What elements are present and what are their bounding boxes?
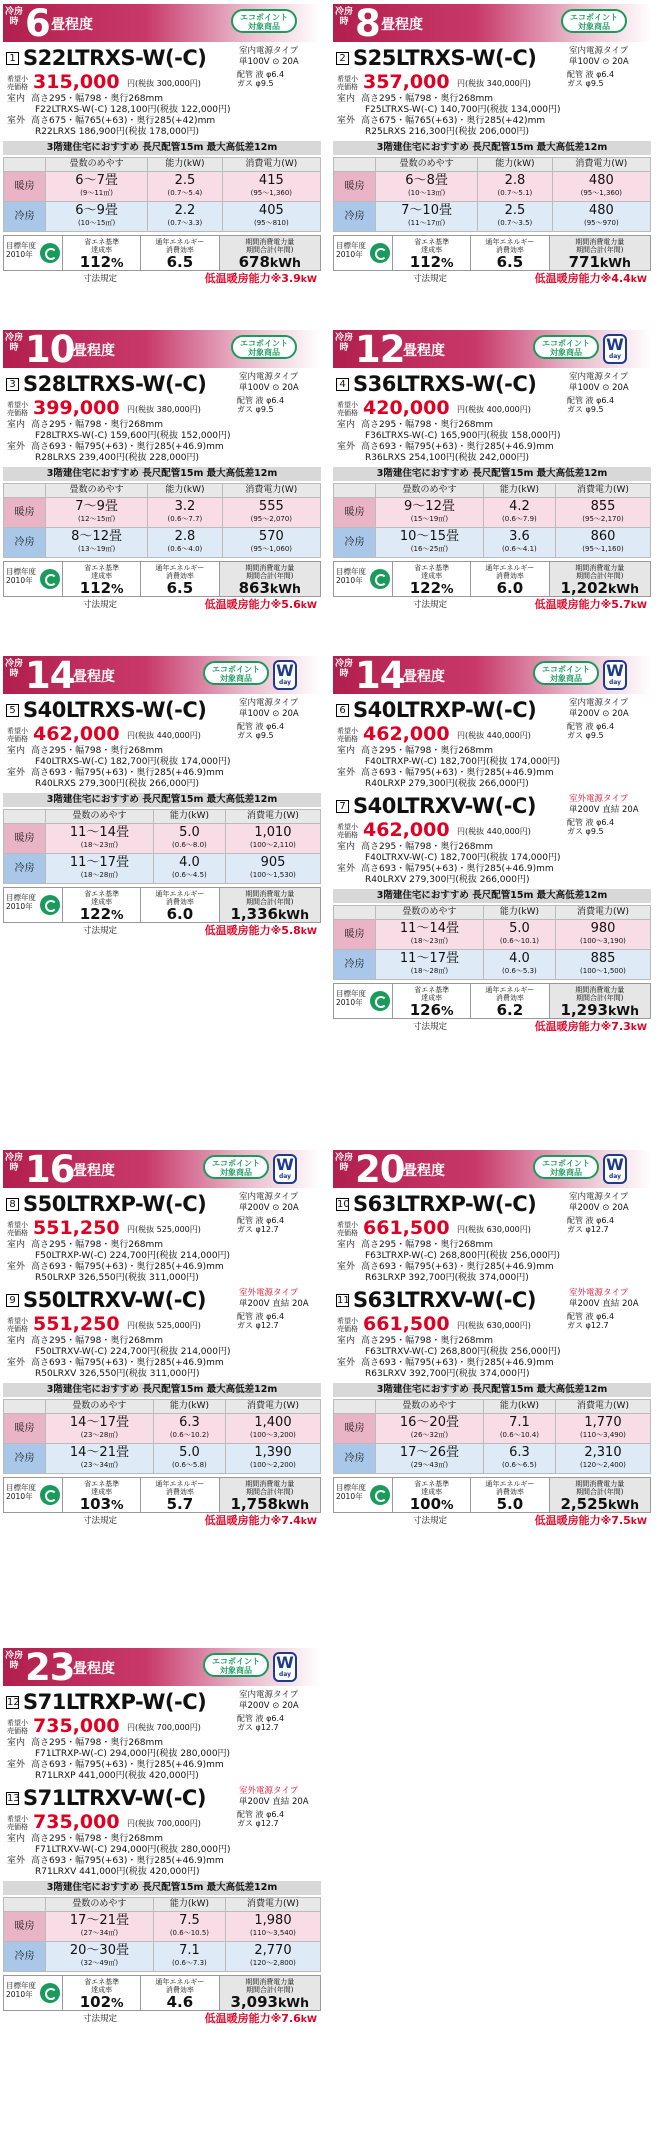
ecopoint-badge: エコポイント 対象商品 [561, 9, 627, 33]
size-rule: 寸法規定 [83, 600, 118, 610]
energy-box: 目標年度 2010年 省エネ基準 達成率 103% 通年エネルギー 消費効率 5.7 期間消費電力量 期間合計(年間) 1,758kWh [3, 1477, 321, 1513]
model-block: 2 S25LTRXS-W(-C) 室内電源タイプ 単100V ⊙ 20A 希望小売価格 357,000 円(税抜 340,000円) 配管 液 φ6.4 ガス φ9.5 室内 高さ295・幅798・奥行268mm F25LTRXS-W(-C) 140,700円(税抜 134,000円) 室外 高さ675・幅765(+63)・奥行285(+42)mm R25LRXS 216,300円(税抜 206,000円) [333, 44, 651, 138]
ecopoint-badge: エコポイント 対象商品 [533, 661, 599, 685]
banner-tag: 冷房時 [335, 333, 354, 353]
outdoor-spec: 室外 高さ693・幅795(+63)・奥行285(+46.9)mm R50LRXV 326,550円(税抜 311,000円) [7, 1358, 224, 1379]
outdoor-spec: 室外 高さ693・幅795(+63)・奥行285(+46.9)mm R71LRXV 441,000円(税抜 420,000円) [7, 1856, 224, 1877]
model-block: 11 S63LTRXV-W(-C) 室外電源タイプ 単200V 直結 20A 希望小売価格 661,500 円(税抜 630,000円) 配管 液 φ6.4 ガス φ12.7 室内 高さ295・幅798・奥行268mm F63LTRXV-W(-C) 268,800円(税抜 256,000円) 室外 高さ693・幅795(+63)・奥行285(+46.9)mm R63LRXV 392,700円(税抜 374,000円) [333, 1286, 651, 1380]
model-name: S40LTRXP-W(-C) [353, 698, 537, 722]
price-value: 661,500 [363, 1313, 450, 1335]
indoor-spec: 室内 高さ295・幅798・奥行268mm F71LTRXP-W(-C) 294,000円(税抜 280,000円) [7, 1738, 231, 1759]
pipe-spec: 配管 液 φ6.4 ガス φ12.7 [237, 1216, 285, 1234]
size-rule: 寸法規定 [83, 2014, 118, 2024]
size-banner [3, 1150, 321, 1188]
energy-box: 目標年度 2010年 省エネ基準 達成率 112% 通年エネルギー 消費効率 6.5 期間消費電力量 期間合計(年間) 771kWh [333, 235, 651, 271]
size-banner [3, 656, 321, 694]
energy-box: 目標年度 2010年 省エネ基準 達成率 122% 通年エネルギー 消費効率 6.0 期間消費電力量 期間合計(年間) 1,202kWh [333, 561, 651, 597]
energy-saving-icon [370, 991, 390, 1011]
outdoor-spec: 室外 高さ693・幅795(+63)・奥行285(+46.9)mm R50LRXP 326,550円(税抜 311,000円) [7, 1262, 224, 1283]
low-temp-capacity: 低温暖房能力※7.6kW [204, 2012, 317, 2025]
size-banner [333, 1150, 651, 1188]
low-temp-capacity: 低温暖房能力※7.4kW [204, 1514, 317, 1527]
size-banner [3, 330, 321, 368]
indoor-spec: 室内 高さ295・幅798・奥行268mm F71LTRXV-W(-C) 294,000円(税抜 280,000円) [7, 1834, 231, 1855]
pipe-spec: 配管 液 φ6.4 ガス φ12.7 [567, 1216, 615, 1234]
performance-table: 畳数のめやす 能力(kW) 消費電力(W) 暖房 9〜12畳 (15〜19㎡) 4.2 (0.6〜7.9) 855 (95〜2,170) 冷房 10〜15畳 (16〜25㎡) 3.6 (0.6〜4.1) 860 (95〜1,160) [333, 483, 651, 558]
tatami-unit: 畳程度 [73, 343, 115, 359]
product-section [333, 330, 651, 613]
size-banner [333, 4, 651, 42]
energy-saving-icon [40, 243, 60, 263]
product-section [3, 1150, 321, 1529]
power-type: 室内電源タイプ 単100V ⊙ 20A [239, 698, 299, 719]
energy-box: 目標年度 2010年 省エネ基準 達成率 126% 通年エネルギー 消費効率 6.2 期間消費電力量 期間合計(年間) 1,293kWh [333, 983, 651, 1019]
tatami-unit: 畳程度 [403, 669, 445, 685]
tatami-unit: 畳程度 [381, 17, 423, 33]
ecopoint-badge: エコポイント 対象商品 [231, 9, 297, 33]
performance-table: 畳数のめやす 能力(kW) 消費電力(W) 暖房 17〜21畳 (27〜34㎡) 7.5 (0.6〜10.5) 1,980 (110〜3,540) 冷房 20〜30畳 (32〜49㎡) 7.1 (0.6〜7.3) 2,770 (120〜2,800) [3, 1897, 321, 1972]
model-block: 5 S40LTRXS-W(-C) 室内電源タイプ 単100V ⊙ 20A 希望小売価格 462,000 円(税抜 440,000円) 配管 液 φ6.4 ガス φ9.5 室内 高さ295・幅798・奥行268mm F40LTRXS-W(-C) 182,700円(税抜 174,000円) 室外 高さ693・幅795(+63)・奥行285(+46.9)mm R40LRXS 279,300円(税抜 266,000円) [3, 696, 321, 790]
size-rule: 寸法規定 [83, 274, 118, 284]
indoor-spec: 室内 高さ295・幅798・奥行268mm F40LTRXV-W(-C) 182,700円(税抜 174,000円) [337, 842, 561, 863]
pipeline-note: 3階建住宅におすすめ 長尺配管15m 最大高低差12m [333, 889, 651, 903]
model-block: 6 S40LTRXP-W(-C) 室内電源タイプ 単200V ⊙ 20A 希望小売価格 462,000 円(税抜 440,000円) 配管 液 φ6.4 ガス φ9.5 室内 高さ295・幅798・奥行268mm F40LTRXP-W(-C) 182,700円(税抜 174,000円) 室外 高さ693・幅795(+63)・奥行285(+46.9)mm R40LRXP 279,300円(税抜 266,000円) [333, 696, 651, 790]
price-value: 399,000 [33, 397, 120, 419]
product-section [333, 4, 651, 287]
model-index: 2 [336, 52, 349, 65]
outdoor-spec: 室外 高さ693・幅795(+63)・奥行285(+46.9)mm R40LRXP 279,300円(税抜 266,000円) [337, 768, 554, 789]
cooling-row: 冷房 11〜17畳 (18〜28㎡) 4.0 (0.6〜4.5) 905 (100〜1,530) [4, 854, 321, 884]
indoor-spec: 室内 高さ295・幅798・奥行268mm F40LTRXS-W(-C) 182,700円(税抜 174,000円) [7, 746, 231, 767]
outdoor-spec: 室外 高さ693・幅795(+63)・奥行285(+46.9)mm R36LRXS 254,100円(税抜 242,000円) [337, 442, 554, 463]
price-value: 551,250 [33, 1217, 120, 1239]
tatami-unit: 畳程度 [73, 1661, 115, 1677]
model-block: 8 S50LTRXP-W(-C) 室内電源タイプ 単200V ⊙ 20A 希望小売価格 551,250 円(税抜 525,000円) 配管 液 φ6.4 ガス φ12.7 室内 高さ295・幅798・奥行268mm F50LTRXP-W(-C) 224,700円(税抜 214,000円) 室外 高さ693・幅795(+63)・奥行285(+46.9)mm R50LRXP 326,550円(税抜 311,000円) [3, 1190, 321, 1284]
power-type: 室外電源タイプ 単200V 直結 20A [239, 1288, 309, 1309]
power-type: 室外電源タイプ 単200V 直結 20A [569, 794, 639, 815]
outdoor-spec: 室外 高さ675・幅765(+63)・奥行285(+42)mm R25LRXS 216,300円(税抜 206,000円) [337, 116, 546, 137]
model-name: S22LTRXS-W(-C) [23, 46, 207, 70]
pipeline-note: 3階建住宅におすすめ 長尺配管15m 最大高低差12m [3, 793, 321, 807]
low-temp-capacity: 低温暖房能力※5.8kW [204, 924, 317, 937]
model-index: 12 [7, 1697, 20, 1708]
indoor-spec: 室内 高さ295・幅798・奥行268mm F28LTRXS-W(-C) 159,600円(税抜 152,000円) [7, 420, 231, 441]
ecopoint-badge: エコポイント 対象商品 [533, 335, 599, 359]
pipeline-note: 3階建住宅におすすめ 長尺配管15m 最大高低差12m [3, 1383, 321, 1397]
pipe-spec: 配管 液 φ6.4 ガス φ9.5 [567, 396, 615, 414]
model-name: S50LTRXV-W(-C) [23, 1288, 206, 1312]
size-banner [333, 330, 651, 368]
indoor-spec: 室内 高さ295・幅798・奥行268mm F36LTRXS-W(-C) 165,900円(税抜 158,000円) [337, 420, 561, 441]
outdoor-spec: 室外 高さ693・幅795(+63)・奥行285(+46.9)mm R63LRXP 392,700円(税抜 374,000円) [337, 1262, 554, 1283]
outdoor-spec: 室外 高さ693・幅795(+63)・奥行285(+46.9)mm R40LRXV 279,300円(税抜 266,000円) [337, 864, 554, 885]
power-type: 室内電源タイプ 単100V ⊙ 20A [239, 372, 299, 393]
low-temp-capacity: 低温暖房能力※7.5kW [534, 1514, 647, 1527]
outdoor-spec: 室外 高さ693・幅795(+63)・奥行285(+46.9)mm R40LRXS 279,300円(税抜 266,000円) [7, 768, 224, 789]
low-temp-capacity: 低温暖房能力※4.4kW [534, 272, 647, 285]
model-index: 10 [337, 1199, 350, 1210]
tatami-unit: 畳程度 [73, 669, 115, 685]
pipeline-note: 3階建住宅におすすめ 長尺配管15m 最大高低差12m [333, 141, 651, 155]
tatami-size: 12 [355, 330, 405, 368]
power-type: 室外電源タイプ 単200V 直結 20A [569, 1288, 639, 1309]
wday-icon: W day [273, 1154, 297, 1184]
low-temp-capacity: 低温暖房能力※7.3kW [534, 1020, 647, 1033]
tatami-size: 20 [355, 1150, 405, 1188]
pipe-spec: 配管 液 φ6.4 ガス φ9.5 [237, 396, 285, 414]
size-rule: 寸法規定 [413, 600, 448, 610]
model-name: S28LTRXS-W(-C) [23, 372, 207, 396]
pipeline-note: 3階建住宅におすすめ 長尺配管15m 最大高低差12m [333, 467, 651, 481]
wday-icon: W day [603, 1154, 627, 1184]
performance-table: 畳数のめやす 能力(kW) 消費電力(W) 暖房 14〜17畳 (23〜28㎡) 6.3 (0.6〜10.2) 1,400 (100〜3,200) 冷房 14〜21畳 (23〜34㎡) 5.0 (0.6〜5.8) 1,390 (100〜2,200) [3, 1399, 321, 1474]
model-index: 9 [6, 1294, 19, 1307]
indoor-spec: 室内 高さ295・幅798・奥行268mm F25LTRXS-W(-C) 140,700円(税抜 134,000円) [337, 94, 561, 115]
tatami-size: 14 [355, 656, 405, 694]
pipe-spec: 配管 液 φ6.4 ガス φ9.5 [567, 70, 615, 88]
ecopoint-badge: エコポイント 対象商品 [533, 1155, 599, 1179]
banner-tag: 冷房時 [335, 7, 354, 27]
banner-tag: 冷房時 [335, 1153, 354, 1173]
pipeline-note: 3階建住宅におすすめ 長尺配管15m 最大高低差12m [3, 467, 321, 481]
model-index: 7 [336, 800, 349, 813]
cooling-row: 冷房 14〜21畳 (23〜34㎡) 5.0 (0.6〜5.8) 1,390 (100〜2,200) [4, 1444, 321, 1474]
indoor-spec: 室内 高さ295・幅798・奥行268mm F40LTRXP-W(-C) 182,700円(税抜 174,000円) [337, 746, 561, 767]
energy-box: 目標年度 2010年 省エネ基準 達成率 100% 通年エネルギー 消費効率 5.0 期間消費電力量 期間合計(年間) 2,525kWh [333, 1477, 651, 1513]
indoor-spec: 室内 高さ295・幅798・奥行268mm F63LTRXV-W(-C) 268,800円(税抜 256,000円) [337, 1336, 561, 1357]
pipeline-note: 3階建住宅におすすめ 長尺配管15m 最大高低差12m [3, 1881, 321, 1895]
model-block: 9 S50LTRXV-W(-C) 室外電源タイプ 単200V 直結 20A 希望小売価格 551,250 円(税抜 525,000円) 配管 液 φ6.4 ガス φ12.7 室内 高さ295・幅798・奥行268mm F50LTRXV-W(-C) 224,700円(税抜 214,000円) 室外 高さ693・幅795(+63)・奥行285(+46.9)mm R50LRXV 326,550円(税抜 311,000円) [3, 1286, 321, 1380]
energy-saving-icon [370, 569, 390, 589]
banner-tag: 冷房時 [5, 1153, 24, 1173]
model-block: 10 S63LTRXP-W(-C) 室内電源タイプ 単200V ⊙ 20A 希望小売価格 661,500 円(税抜 630,000円) 配管 液 φ6.4 ガス φ12.7 室内 高さ295・幅798・奥行268mm F63LTRXP-W(-C) 268,800円(税抜 256,000円) 室外 高さ693・幅795(+63)・奥行285(+46.9)mm R63LRXP 392,700円(税抜 374,000円) [333, 1190, 651, 1284]
cooling-row: 冷房 11〜17畳 (18〜28㎡) 4.0 (0.6〜5.3) 885 (100〜1,500) [334, 950, 651, 980]
price-value: 420,000 [363, 397, 450, 419]
energy-box: 目標年度 2010年 省エネ基準 達成率 112% 通年エネルギー 消費効率 6.5 期間消費電力量 期間合計(年間) 863kWh [3, 561, 321, 597]
tatami-size: 23 [25, 1648, 75, 1686]
tatami-size: 10 [25, 330, 75, 368]
pipe-spec: 配管 液 φ6.4 ガス φ12.7 [237, 1714, 285, 1732]
outdoor-spec: 室外 高さ675・幅765(+63)・奥行285(+42)mm R22LRXS 186,900円(税抜 178,000円) [7, 116, 216, 137]
ecopoint-badge: エコポイント 対象商品 [203, 661, 269, 685]
model-name: S71LTRXP-W(-C) [23, 1690, 207, 1714]
pipe-spec: 配管 液 φ6.4 ガス φ12.7 [237, 1810, 285, 1828]
product-section [3, 1648, 321, 2027]
model-index: 11 [337, 1295, 350, 1306]
price-value: 735,000 [33, 1811, 120, 1833]
energy-saving-icon [370, 1485, 390, 1505]
performance-table: 畳数のめやす 能力(kW) 消費電力(W) 暖房 6〜8畳 (10〜13㎡) 2.8 (0.7〜5.1) 480 (95〜1,360) 冷房 7〜10畳 (11〜17㎡) 2.5 (0.7〜3.5) 480 (95〜970) [333, 157, 651, 232]
banner-tag: 冷房時 [5, 659, 24, 679]
tatami-size: 6 [25, 4, 50, 42]
banner-tag: 冷房時 [335, 659, 354, 679]
ecopoint-badge: エコポイント 対象商品 [203, 1653, 269, 1677]
model-name: S71LTRXV-W(-C) [23, 1786, 206, 1810]
pipe-spec: 配管 液 φ6.4 ガス φ9.5 [567, 722, 615, 740]
low-temp-capacity: 低温暖房能力※5.7kW [534, 598, 647, 611]
performance-table: 畳数のめやす 能力(kW) 消費電力(W) 暖房 11〜14畳 (18〜23㎡) 5.0 (0.6〜10.1) 980 (100〜3,190) 冷房 11〜17畳 (18〜28㎡) 4.0 (0.6〜5.3) 885 (100〜1,500) [333, 905, 651, 980]
product-section [3, 330, 321, 613]
tatami-size: 16 [25, 1150, 75, 1188]
wday-icon: W day [603, 660, 627, 690]
power-type: 室外電源タイプ 単200V 直結 20A [239, 1786, 309, 1807]
banner-tag: 冷房時 [5, 1651, 24, 1671]
ecopoint-badge: エコポイント 対象商品 [231, 335, 297, 359]
heating-row: 暖房 9〜12畳 (15〜19㎡) 4.2 (0.6〜7.9) 855 (95〜2,170) [334, 498, 651, 528]
power-type: 室内電源タイプ 単100V ⊙ 20A [569, 372, 629, 393]
outdoor-spec: 室外 高さ693・幅795(+63)・奥行285(+46.9)mm R63LRXV 392,700円(税抜 374,000円) [337, 1358, 554, 1379]
model-block: 1 S22LTRXS-W(-C) 室内電源タイプ 単100V ⊙ 20A 希望小売価格 315,000 円(税抜 300,000円) 配管 液 φ6.4 ガス φ9.5 室内 高さ295・幅798・奥行268mm F22LTRXS-W(-C) 128,100円(税抜 122,000円) 室外 高さ675・幅765(+63)・奥行285(+42)mm R22LRXS 186,900円(税抜 178,000円) [3, 44, 321, 138]
energy-saving-icon [40, 1485, 60, 1505]
energy-saving-icon [370, 243, 390, 263]
pipe-spec: 配管 液 φ6.4 ガス φ9.5 [567, 818, 615, 836]
product-section [333, 1150, 651, 1529]
indoor-spec: 室内 高さ295・幅798・奥行268mm F22LTRXS-W(-C) 128,100円(税抜 122,000円) [7, 94, 231, 115]
outdoor-spec: 室外 高さ693・幅795(+63)・奥行285(+46.9)mm R28LRXS 239,400円(税抜 228,000円) [7, 442, 224, 463]
cooling-row: 冷房 17〜26畳 (29〜43㎡) 6.3 (0.6〜6.5) 2,310 (120〜2,400) [334, 1444, 651, 1474]
pipe-spec: 配管 液 φ6.4 ガス φ12.7 [237, 1312, 285, 1330]
price-value: 462,000 [33, 723, 120, 745]
model-block: 13 S71LTRXV-W(-C) 室外電源タイプ 単200V 直結 20A 希望小売価格 735,000 円(税抜 700,000円) 配管 液 φ6.4 ガス φ12.7 室内 高さ295・幅798・奥行268mm F71LTRXV-W(-C) 294,000円(税抜 280,000円) 室外 高さ693・幅795(+63)・奥行285(+46.9)mm R71LRXV 441,000円(税抜 420,000円) [3, 1784, 321, 1878]
low-temp-capacity: 低温暖房能力※5.6kW [204, 598, 317, 611]
heating-row: 暖房 11〜14畳 (18〜23㎡) 5.0 (0.6〜10.1) 980 (100〜3,190) [334, 920, 651, 950]
power-type: 室内電源タイプ 単200V ⊙ 20A [239, 1690, 299, 1711]
pipe-spec: 配管 液 φ6.4 ガス φ12.7 [567, 1312, 615, 1330]
power-type: 室内電源タイプ 単200V ⊙ 20A [239, 1192, 299, 1213]
pipeline-note: 3階建住宅におすすめ 長尺配管15m 最大高低差12m [3, 141, 321, 155]
energy-box: 目標年度 2010年 省エネ基準 達成率 122% 通年エネルギー 消費効率 6.0 期間消費電力量 期間合計(年間) 1,336kWh [3, 887, 321, 923]
energy-box: 目標年度 2010年 省エネ基準 達成率 112% 通年エネルギー 消費効率 6.5 期間消費電力量 期間合計(年間) 678kWh [3, 235, 321, 271]
price-value: 661,500 [363, 1217, 450, 1239]
wday-icon: W day [273, 1652, 297, 1682]
model-block: 4 S36LTRXS-W(-C) 室内電源タイプ 単100V ⊙ 20A 希望小売価格 420,000 円(税抜 400,000円) 配管 液 φ6.4 ガス φ9.5 室内 高さ295・幅798・奥行268mm F36LTRXS-W(-C) 165,900円(税抜 158,000円) 室外 高さ693・幅795(+63)・奥行285(+46.9)mm R36LRXS 254,100円(税抜 242,000円) [333, 370, 651, 464]
model-name: S50LTRXP-W(-C) [23, 1192, 207, 1216]
heating-row: 暖房 16〜20畳 (26〜32㎡) 7.1 (0.6〜10.4) 1,770 (110〜3,490) [334, 1414, 651, 1444]
heating-row: 暖房 6〜7畳 (9〜11㎡) 2.5 (0.7〜5.4) 415 (95〜1,360) [4, 172, 321, 202]
power-type: 室内電源タイプ 単200V ⊙ 20A [569, 1192, 629, 1213]
energy-box: 目標年度 2010年 省エネ基準 達成率 102% 通年エネルギー 消費効率 4.6 期間消費電力量 期間合計(年間) 3,093kWh [3, 1975, 321, 2011]
heating-row: 暖房 14〜17畳 (23〜28㎡) 6.3 (0.6〜10.2) 1,400 (100〜3,200) [4, 1414, 321, 1444]
tatami-unit: 畳程度 [73, 1163, 115, 1179]
power-type: 室内電源タイプ 単200V ⊙ 20A [569, 698, 629, 719]
cooling-row: 冷房 10〜15畳 (16〜25㎡) 3.6 (0.6〜4.1) 860 (95〜1,160) [334, 528, 651, 558]
size-banner [3, 1648, 321, 1686]
model-name: S63LTRXP-W(-C) [353, 1192, 537, 1216]
price-value: 315,000 [33, 71, 120, 93]
price-value: 551,250 [33, 1313, 120, 1335]
model-name: S40LTRXS-W(-C) [23, 698, 207, 722]
performance-table: 畳数のめやす 能力(kW) 消費電力(W) 暖房 11〜14畳 (18〜23㎡) 5.0 (0.6〜8.0) 1,010 (100〜2,110) 冷房 11〜17畳 (18〜28㎡) 4.0 (0.6〜4.5) 905 (100〜1,530) [3, 809, 321, 884]
energy-saving-icon [40, 1983, 60, 2003]
energy-saving-icon [40, 569, 60, 589]
ecopoint-badge: エコポイント 対象商品 [203, 1155, 269, 1179]
power-type: 室内電源タイプ 単100V ⊙ 20A [569, 46, 629, 67]
cooling-row: 冷房 6〜9畳 (10〜15㎡) 2.2 (0.7〜3.3) 405 (95〜810) [4, 202, 321, 232]
size-rule: 寸法規定 [413, 1022, 448, 1032]
tatami-unit: 畳程度 [51, 17, 93, 33]
tatami-size: 8 [355, 4, 380, 42]
model-index: 13 [7, 1793, 20, 1804]
performance-table: 畳数のめやす 能力(kW) 消費電力(W) 暖房 6〜7畳 (9〜11㎡) 2.5 (0.7〜5.4) 415 (95〜1,360) 冷房 6〜9畳 (10〜15㎡) 2.2 (0.7〜3.3) 405 (95〜810) [3, 157, 321, 232]
indoor-spec: 室内 高さ295・幅798・奥行268mm F63LTRXP-W(-C) 268,800円(税抜 256,000円) [337, 1240, 561, 1261]
model-name: S36LTRXS-W(-C) [353, 372, 537, 396]
pipe-spec: 配管 液 φ6.4 ガス φ9.5 [237, 722, 285, 740]
energy-saving-icon [40, 895, 60, 915]
model-index: 6 [336, 704, 349, 717]
price-value: 462,000 [363, 819, 450, 841]
price-value: 462,000 [363, 723, 450, 745]
low-temp-capacity: 低温暖房能力※3.9kW [204, 272, 317, 285]
cooling-row: 冷房 20〜30畳 (32〜49㎡) 7.1 (0.6〜7.3) 2,770 (120〜2,800) [4, 1942, 321, 1972]
size-rule: 寸法規定 [83, 1516, 118, 1526]
price-value: 735,000 [33, 1715, 120, 1737]
model-name: S63LTRXV-W(-C) [353, 1288, 536, 1312]
tatami-size: 14 [25, 656, 75, 694]
product-section [3, 656, 321, 939]
model-index: 1 [6, 52, 19, 65]
model-name: S40LTRXV-W(-C) [353, 794, 536, 818]
product-section [333, 656, 651, 1035]
tatami-unit: 畳程度 [403, 343, 445, 359]
size-rule: 寸法規定 [413, 274, 448, 284]
outdoor-spec: 室外 高さ693・幅795(+63)・奥行285(+46.9)mm R71LRXP 441,000円(税抜 420,000円) [7, 1760, 224, 1781]
heating-row: 暖房 11〜14畳 (18〜23㎡) 5.0 (0.6〜8.0) 1,010 (100〜2,110) [4, 824, 321, 854]
cooling-row: 冷房 7〜10畳 (11〜17㎡) 2.5 (0.7〜3.5) 480 (95〜970) [334, 202, 651, 232]
wday-icon: W day [273, 660, 297, 690]
model-name: S25LTRXS-W(-C) [353, 46, 537, 70]
model-index: 4 [336, 378, 349, 391]
indoor-spec: 室内 高さ295・幅798・奥行268mm F50LTRXV-W(-C) 224,700円(税抜 214,000円) [7, 1336, 231, 1357]
indoor-spec: 室内 高さ295・幅798・奥行268mm F50LTRXP-W(-C) 224,700円(税抜 214,000円) [7, 1240, 231, 1261]
pipe-spec: 配管 液 φ6.4 ガス φ9.5 [237, 70, 285, 88]
price-value: 357,000 [363, 71, 450, 93]
heating-row: 暖房 6〜8畳 (10〜13㎡) 2.8 (0.7〜5.1) 480 (95〜1,360) [334, 172, 651, 202]
size-banner [3, 4, 321, 42]
model-index: 5 [6, 704, 19, 717]
size-rule: 寸法規定 [83, 926, 118, 936]
model-block: 7 S40LTRXV-W(-C) 室外電源タイプ 単200V 直結 20A 希望小売価格 462,000 円(税抜 440,000円) 配管 液 φ6.4 ガス φ9.5 室内 高さ295・幅798・奥行268mm F40LTRXV-W(-C) 182,700円(税抜 174,000円) 室外 高さ693・幅795(+63)・奥行285(+46.9)mm R40LRXV 279,300円(税抜 266,000円) [333, 792, 651, 886]
model-block: 12 S71LTRXP-W(-C) 室内電源タイプ 単200V ⊙ 20A 希望小売価格 735,000 円(税抜 700,000円) 配管 液 φ6.4 ガス φ12.7 室内 高さ295・幅798・奥行268mm F71LTRXP-W(-C) 294,000円(税抜 280,000円) 室外 高さ693・幅795(+63)・奥行285(+46.9)mm R71LRXP 441,000円(税抜 420,000円) [3, 1688, 321, 1782]
pipeline-note: 3階建住宅におすすめ 長尺配管15m 最大高低差12m [333, 1383, 651, 1397]
size-banner [333, 656, 651, 694]
model-index: 8 [6, 1198, 19, 1211]
wday-icon: W day [603, 334, 627, 364]
product-section [3, 4, 321, 287]
size-rule: 寸法規定 [413, 1516, 448, 1526]
banner-tag: 冷房時 [5, 333, 24, 353]
cooling-row: 冷房 8〜12畳 (13〜19㎡) 2.8 (0.6〜4.0) 570 (95〜1,060) [4, 528, 321, 558]
model-block: 3 S28LTRXS-W(-C) 室内電源タイプ 単100V ⊙ 20A 希望小売価格 399,000 円(税抜 380,000円) 配管 液 φ6.4 ガス φ9.5 室内 高さ295・幅798・奥行268mm F28LTRXS-W(-C) 159,600円(税抜 152,000円) 室外 高さ693・幅795(+63)・奥行285(+46.9)mm R28LRXS 239,400円(税抜 228,000円) [3, 370, 321, 464]
performance-table: 畳数のめやす 能力(kW) 消費電力(W) 暖房 7〜9畳 (12〜15㎡) 3.2 (0.6〜7.7) 555 (95〜2,070) 冷房 8〜12畳 (13〜19㎡) 2.8 (0.6〜4.0) 570 (95〜1,060) [3, 483, 321, 558]
heating-row: 暖房 7〜9畳 (12〜15㎡) 3.2 (0.6〜7.7) 555 (95〜2,070) [4, 498, 321, 528]
tatami-unit: 畳程度 [403, 1163, 445, 1179]
performance-table: 畳数のめやす 能力(kW) 消費電力(W) 暖房 16〜20畳 (26〜32㎡) 7.1 (0.6〜10.4) 1,770 (110〜3,490) 冷房 17〜26畳 (29〜43㎡) 6.3 (0.6〜6.5) 2,310 (120〜2,400) [333, 1399, 651, 1474]
banner-tag: 冷房時 [5, 7, 24, 27]
power-type: 室内電源タイプ 単100V ⊙ 20A [239, 46, 299, 67]
model-index: 3 [6, 378, 19, 391]
heating-row: 暖房 17〜21畳 (27〜34㎡) 7.5 (0.6〜10.5) 1,980 (110〜3,540) [4, 1912, 321, 1942]
